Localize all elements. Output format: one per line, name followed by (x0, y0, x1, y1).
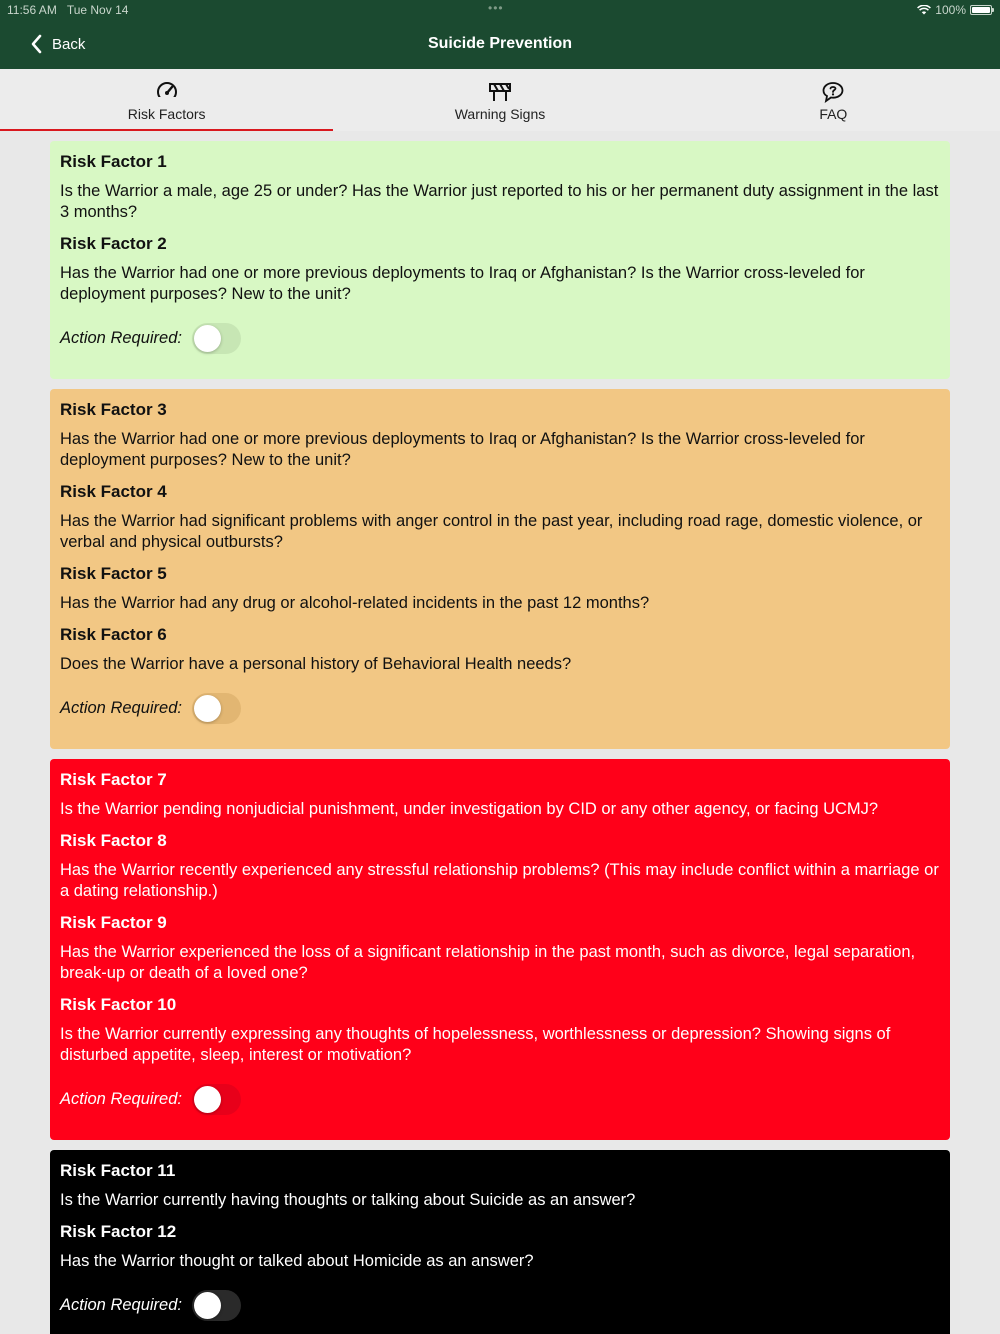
status-indicators (917, 3, 992, 17)
risk-factor-text: Has the Warrior had any drug or alcohol-related incidents in the past 12 months? (60, 594, 650, 612)
tab-faq[interactable] (667, 69, 1000, 131)
risk-card-green (50, 141, 950, 379)
toggle-knob (194, 1292, 221, 1319)
action-required-label: Action Required: (60, 1296, 182, 1314)
risk-factor-title: Risk Factor 6 (60, 625, 167, 644)
risk-factor-title: Risk Factor 12 (60, 1222, 177, 1241)
risk-factor-text: Does the Warrior have a personal history of Behavioral Health needs? (60, 655, 572, 673)
risk-factor-text: Has the Warrior had one or more previous deployments to Iraq or Afghanistan? Is the Warrior cross-leveled for deployment purposes? New to the unit? (60, 430, 865, 469)
toggle-knob (194, 695, 221, 722)
risk-factor-title: Risk Factor 2 (60, 234, 167, 253)
action-required-row (60, 315, 940, 379)
action-required-label: Action Required: (60, 329, 182, 347)
tab-label: FAQ (819, 106, 848, 122)
speedometer-icon (155, 81, 179, 103)
wifi-icon (917, 5, 931, 15)
tab-risk-factors[interactable] (0, 69, 333, 131)
tab-label: Warning Signs (454, 106, 546, 122)
question-bubble-icon (821, 81, 845, 103)
status-time: 11:56 AM Tue Nov 14 (7, 3, 129, 17)
risk-factor-title: Risk Factor 10 (60, 995, 177, 1014)
risk-factor-title: Risk Factor 1 (60, 152, 167, 171)
risk-factor-title: Risk Factor 11 (60, 1161, 176, 1180)
roadblock-icon (488, 81, 512, 103)
toggle-knob (194, 1086, 221, 1113)
risk-card-red (50, 759, 950, 1140)
tab-bar (0, 69, 1000, 131)
navigation-bar (0, 0, 1000, 69)
risk-factor-text: Is the Warrior pending nonjudicial punishment, under investigation by CID or any other agency, or facing UCMJ? (60, 800, 879, 818)
risk-card-orange (50, 389, 950, 749)
risk-factor-title: Risk Factor 3 (60, 400, 167, 419)
risk-factor-title: Risk Factor 5 (60, 564, 167, 583)
risk-factor-text: Is the Warrior a male, age 25 or under? Has the Warrior just reported to his or her permanent duty assignment in the last 3 months? (60, 182, 939, 221)
action-required-toggle[interactable] (192, 323, 241, 354)
status-bar (0, 0, 1000, 20)
risk-factor-text: Has the Warrior recently experienced any stressful relationship problems? (This may include conflict within a marriage or a dating relationship.) (60, 861, 939, 900)
tab-label: Risk Factors (127, 106, 206, 122)
battery-icon (970, 5, 992, 15)
risk-factor-title: Risk Factor 7 (60, 770, 167, 789)
risk-factor-text: Has the Warrior experienced the loss of a significant relationship in the past month, such as divorce, legal separation, break-up or death of a loved one? (60, 943, 916, 982)
risk-factor-text: Has the Warrior thought or talked about Homicide as an answer? (60, 1252, 534, 1270)
risk-factor-text: Has the Warrior had one or more previous deployments to Iraq or Afghanistan? Is the Warrior cross-leveled for deployment purposes? New to the unit? (60, 264, 865, 303)
risk-factor-text: Is the Warrior currently having thoughts or talking about Suicide as an answer? (60, 1191, 636, 1209)
risk-factor-text: Has the Warrior had significant problems with anger control in the past year, including road rage, domestic violence, or verbal and physical outbursts? (60, 512, 923, 551)
action-required-toggle[interactable] (192, 693, 241, 724)
risk-factor-title: Risk Factor 4 (60, 482, 167, 501)
action-required-label: Action Required: (60, 699, 182, 717)
page-title: Suicide Prevention (427, 35, 573, 52)
back-label: Back (52, 35, 86, 53)
action-required-row (60, 1076, 940, 1140)
action-required-row (60, 1282, 940, 1334)
multitasking-dots-icon[interactable]: ••• (488, 1, 504, 15)
risk-card-black (50, 1150, 950, 1334)
battery-percent: 100% (935, 3, 966, 17)
risk-factor-title: Risk Factor 9 (60, 913, 167, 932)
risk-factor-text: Is the Warrior currently expressing any thoughts of hopelessness, worthlessness or depression? Showing signs of disturbed appetite, sleep, interest or motivation? (60, 1025, 891, 1064)
tab-warning-signs[interactable] (333, 69, 666, 131)
risk-factor-list (50, 141, 950, 1334)
risk-factor-title: Risk Factor 8 (60, 831, 167, 850)
action-required-label: Action Required: (60, 1090, 182, 1108)
action-required-toggle[interactable] (192, 1084, 241, 1115)
toggle-knob (194, 325, 221, 352)
action-required-toggle[interactable] (192, 1290, 241, 1321)
action-required-row (60, 685, 940, 749)
